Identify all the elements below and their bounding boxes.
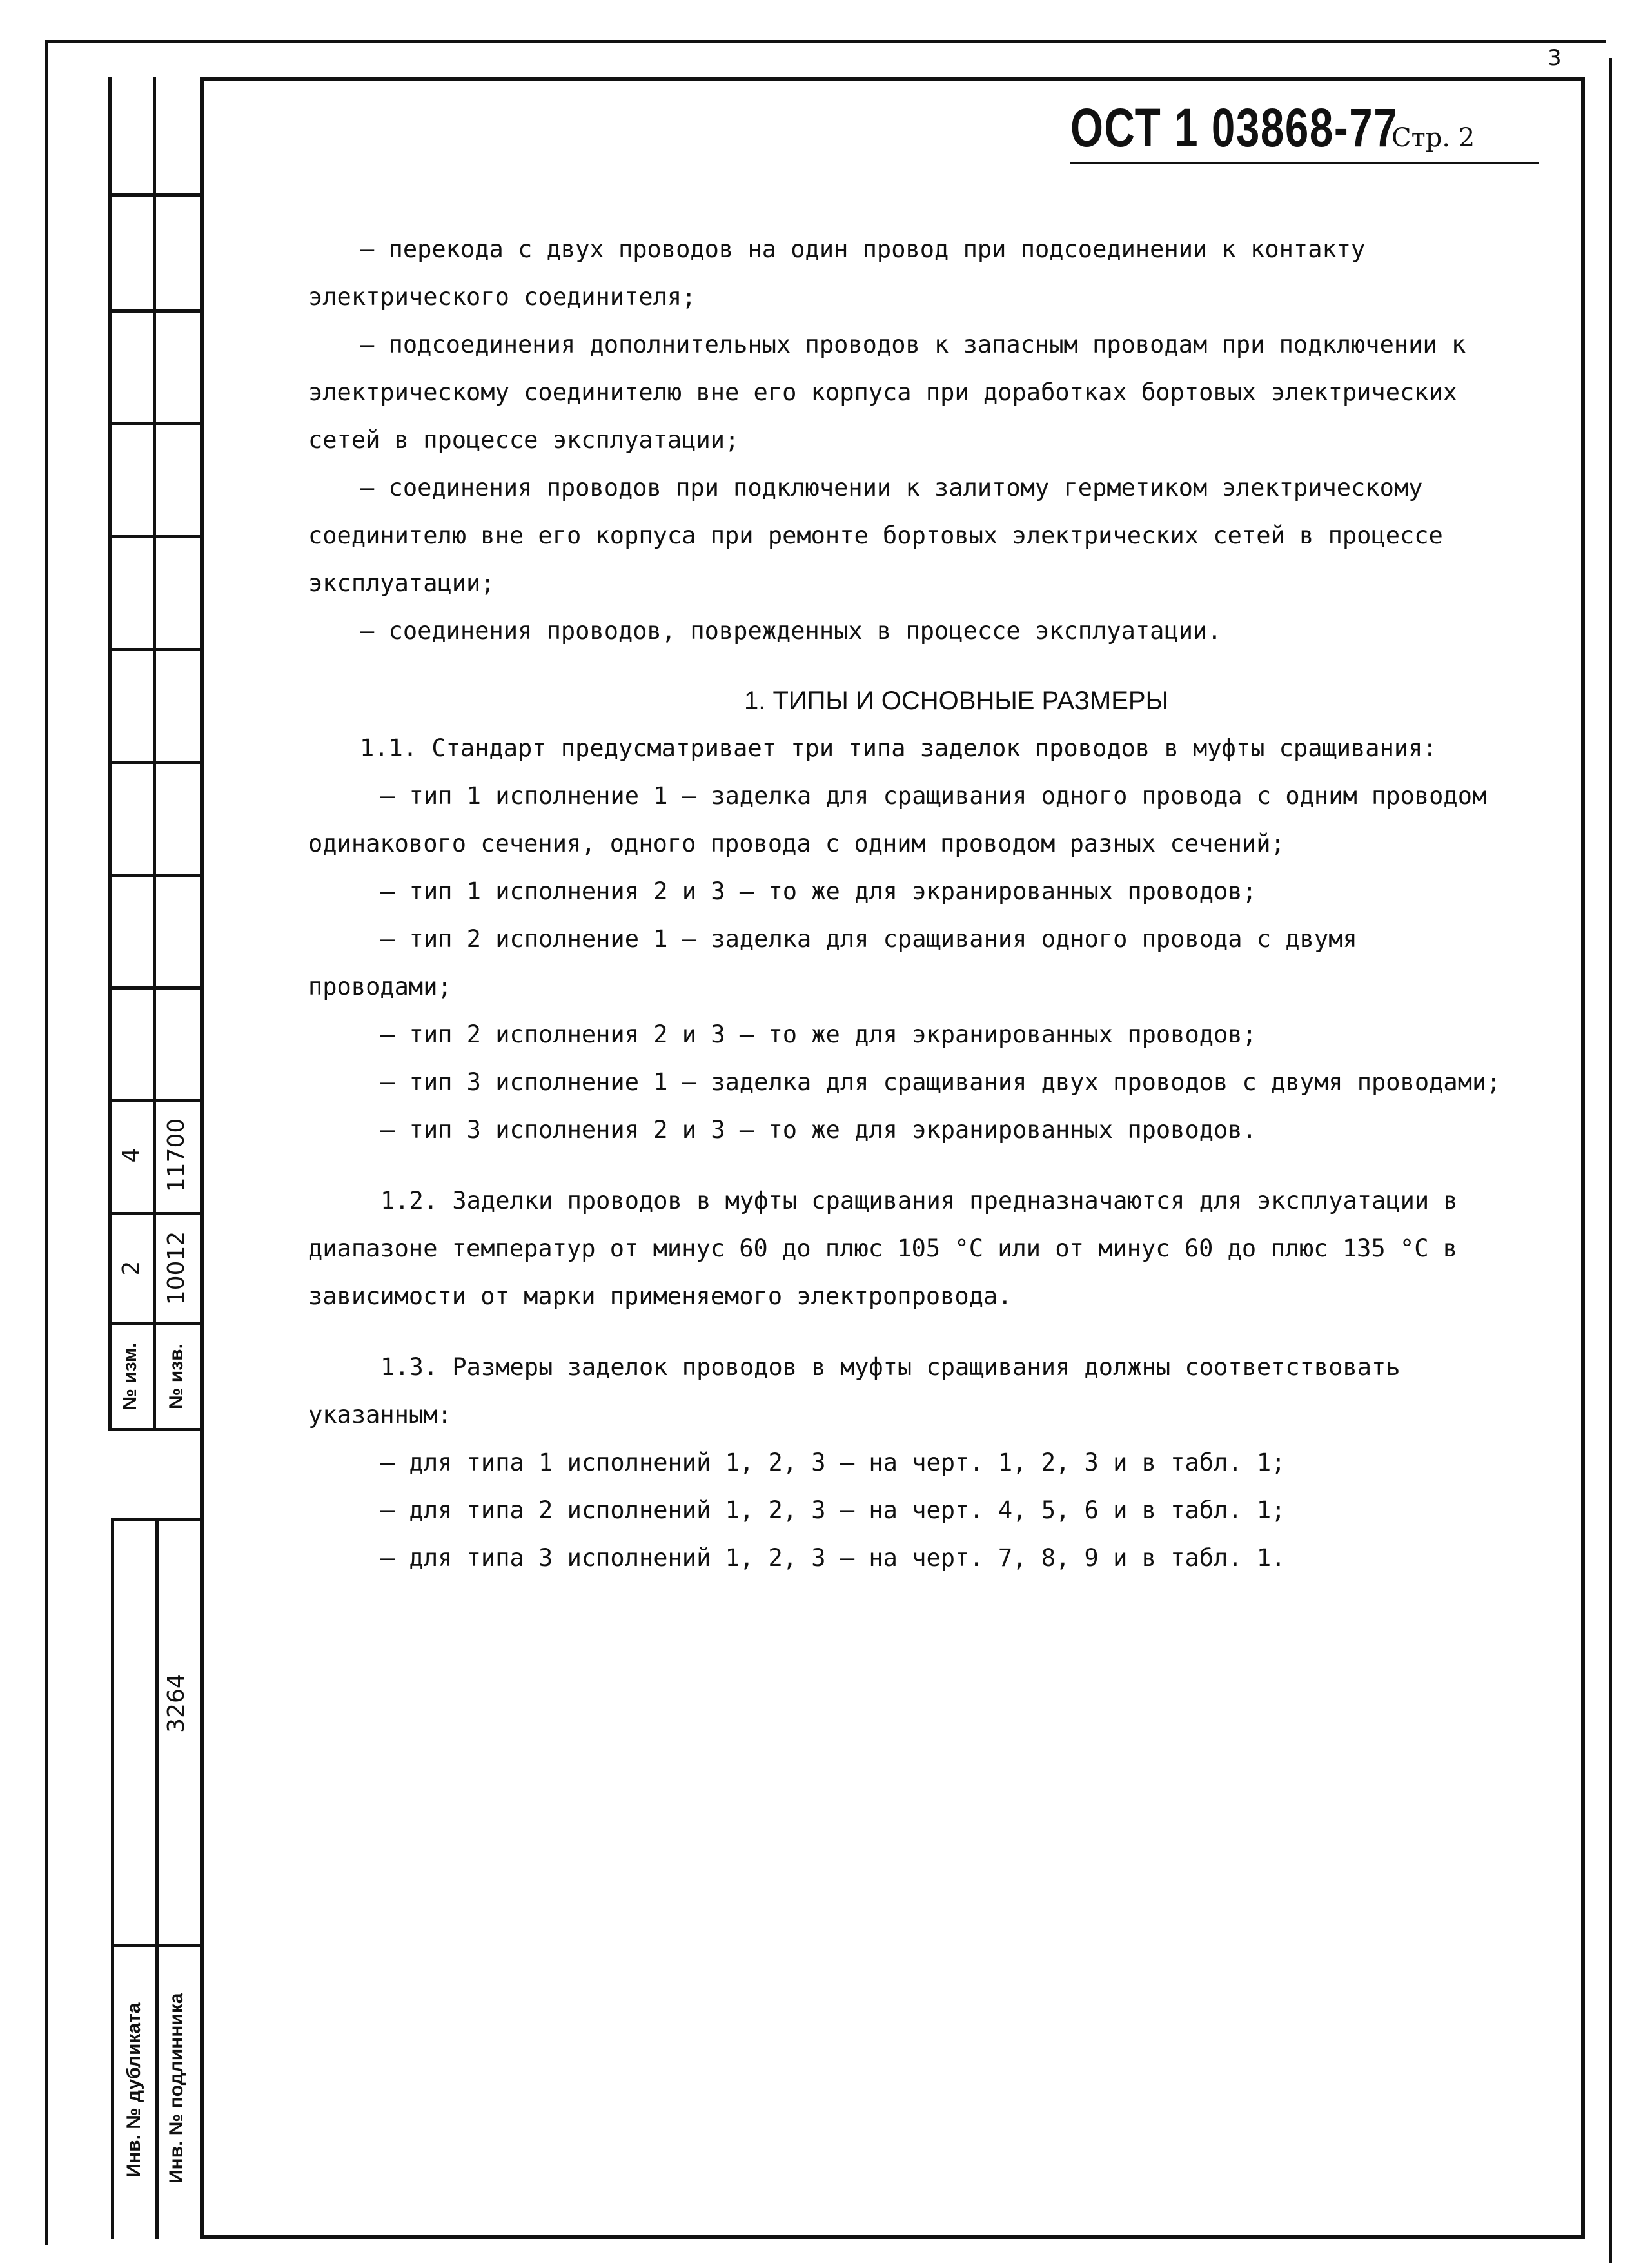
sheet-right-edge bbox=[1609, 58, 1612, 2263]
margin-divider bbox=[108, 309, 203, 313]
intro-item: – соединения проводов, поврежденных в процессе эксплуатации. bbox=[360, 617, 1222, 645]
type-item: – тип 2 исполнение 1 – заделка для сращивания одного провода с двумя проводами; bbox=[308, 925, 1357, 1001]
standard-code: ОСТ 1 03868-77 bbox=[1070, 97, 1399, 158]
reference-item: – для типа 3 исполнений 1, 2, 3 – на черт. 7, 8, 9 и в табл. 1. bbox=[380, 1544, 1286, 1572]
margin-divider bbox=[108, 1322, 203, 1325]
margin-divider bbox=[108, 648, 203, 651]
type-item: – тип 3 исполнения 2 и 3 – то же для экранированных проводов. bbox=[380, 1116, 1257, 1144]
margin-divider bbox=[111, 1518, 203, 1521]
page-number: Стр. 2 bbox=[1391, 123, 1475, 153]
section-title: 1. ТИПЫ И ОСНОВНЫЕ РАЗМЕРЫ bbox=[743, 687, 1169, 715]
margin-divider bbox=[108, 193, 203, 197]
margin-divider bbox=[111, 1944, 203, 1947]
margin-divider bbox=[108, 874, 203, 877]
type-item: – тип 2 исполнения 2 и 3 – то же для экранированных проводов; bbox=[380, 1021, 1257, 1048]
margin-divider bbox=[108, 1212, 203, 1215]
margin-divider bbox=[108, 422, 203, 425]
intro-item: – подсоединения дополнительных проводов к запасным проводам при подключении к электрическому соединителю вне его корпуса при доработках бортовых электрических сетей в процессе эксплуатации; bbox=[308, 331, 1466, 454]
type-item: – тип 1 исполнение 1 – заделка для сращивания одного провода с одним проводом одинакового сечения, одного провода с одним проводом разных сечений; bbox=[308, 782, 1487, 857]
margin-divider bbox=[108, 986, 203, 990]
intro-item: – перекода с двух проводов на один провод при подсоединении к контакту электрического соединителя; bbox=[308, 235, 1366, 311]
original-inventory-number: 3264 bbox=[163, 1674, 190, 1733]
sheet-number: 3 bbox=[1548, 45, 1562, 71]
margin-divider bbox=[108, 535, 203, 538]
type-item: – тип 1 исполнения 2 и 3 – то же для экранированных проводов; bbox=[380, 877, 1257, 905]
clause-1-2: 1.2. Заделки проводов в муфты сращивания предназначаются для эксплуатации в диапазоне температур от минус 60 до плюс 105 °С или от минус 60 до плюс 135 °С в зависимости от марки применяемого электропровода. bbox=[308, 1187, 1458, 1310]
intro-item: – соединения проводов при подключении к залитому герметиком электрическому соединителю вне его корпуса при ремонте бортовых электрических сетей в процессе эксплуатации; bbox=[308, 474, 1443, 597]
reference-item: – для типа 2 исполнений 1, 2, 3 – на черт. 4, 5, 6 и в табл. 1; bbox=[380, 1496, 1286, 1524]
duplicate-inventory-label: Инв. № дубликата bbox=[123, 2002, 144, 2178]
notice-label: № изв. bbox=[166, 1344, 187, 1409]
margin-divider bbox=[108, 761, 203, 764]
clause-1-1: 1.1. Стандарт предусматривает три типа заделок проводов в муфты сращивания: bbox=[360, 734, 1437, 762]
notice-entry: 11700 bbox=[163, 1118, 190, 1193]
reference-item: – для типа 1 исполнений 1, 2, 3 – на черт. 1, 2, 3 и в табл. 1; bbox=[380, 1449, 1286, 1476]
margin-divider bbox=[108, 1099, 203, 1102]
notice-entry: 10012 bbox=[163, 1231, 190, 1305]
revision-column bbox=[108, 77, 156, 1431]
type-item: – тип 3 исполнение 1 – заделка для сращивания двух проводов с двумя проводами; bbox=[380, 1068, 1501, 1096]
revision-label: № изм. bbox=[119, 1342, 141, 1411]
revision-entry: 4 bbox=[118, 1148, 144, 1163]
clause-1-3: 1.3. Размеры заделок проводов в муфты сращивания должны соответствовать указанным: bbox=[308, 1353, 1401, 1429]
document-body bbox=[308, 226, 1501, 1582]
document-header bbox=[1070, 97, 1539, 164]
original-inventory-label: Инв. № подлинника bbox=[166, 1993, 187, 2184]
margin-divider bbox=[108, 1428, 203, 1431]
revision-entry: 2 bbox=[118, 1260, 144, 1276]
